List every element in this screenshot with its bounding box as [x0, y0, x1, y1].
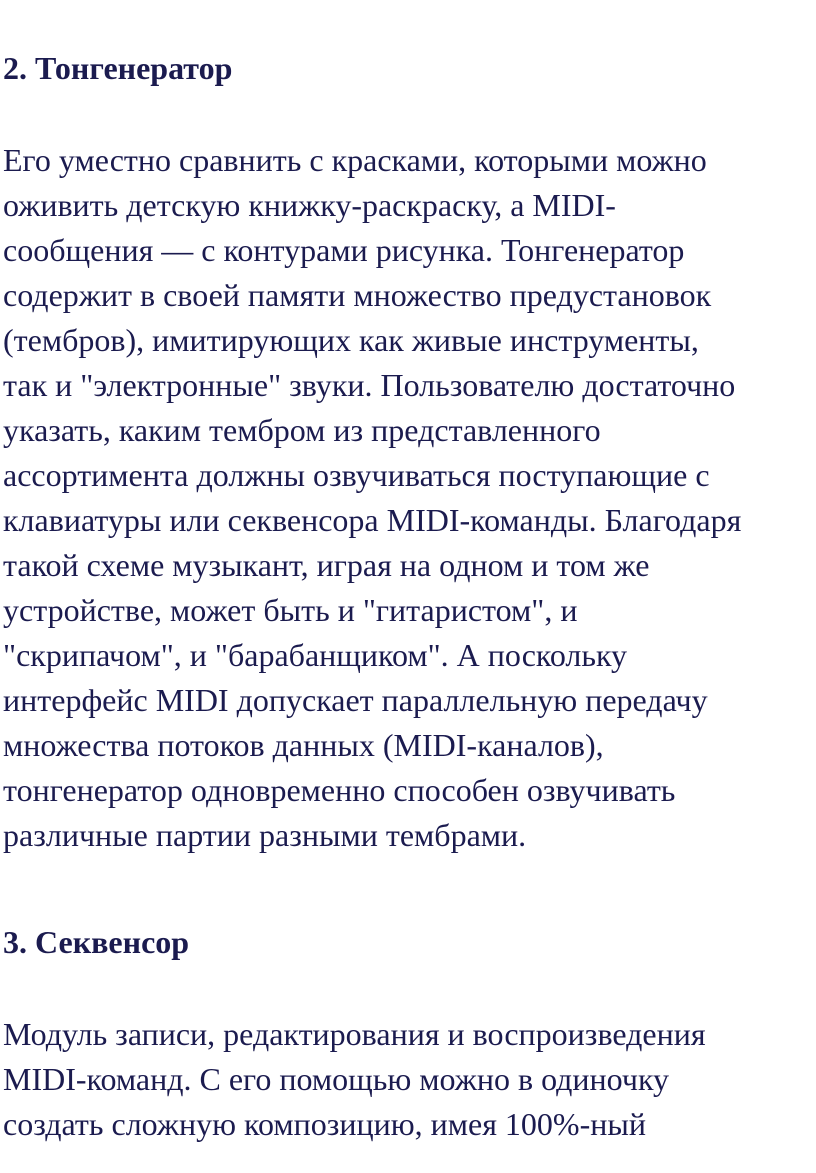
paragraph-line: различные партии разными тембрами.	[3, 817, 527, 853]
paragraph-line: сообщения — с контурами рисунка. Тонгенератор	[3, 232, 685, 268]
paragraph-line: тонгенератор одновременно способен озвучивать	[3, 772, 676, 808]
paragraph-line: "скрипачом", и "барабанщиком". А поскольку	[3, 637, 628, 673]
paragraph-line: Модуль записи, редактирования и воспроизведения	[3, 1016, 706, 1052]
paragraph-line: устройстве, может быть и "гитаристом", и	[3, 592, 578, 628]
paragraph-line: интерфейс MIDI допускает параллельную передачу	[3, 682, 708, 718]
paragraph-line: такой схеме музыкант, играя на одном и том же	[3, 547, 650, 583]
paragraph-line: (тембров), имитирующих как живые инструменты,	[3, 322, 699, 358]
section-heading-sequencer: 3. Секвенсор	[3, 924, 190, 960]
paragraph-line: Его уместно сравнить с красками, которыми можно	[3, 142, 707, 178]
paragraph-line: содержит в своей памяти множество предустановок	[3, 277, 712, 313]
paragraph-line: оживить детскую книжку-раскраску, а MIDI-	[3, 187, 616, 223]
paragraph-line: множества потоков данных (MIDI-каналов),	[3, 727, 604, 763]
paragraph-line: создать сложную композицию, имея 100%-ный	[3, 1106, 646, 1142]
paragraph-line: клавиатуры или секвенсора MIDI-команды. Благодаря	[3, 502, 742, 538]
paragraph-line: ассортимента должны озвучиваться поступающие с	[3, 457, 710, 493]
section-heading-tone-generator: 2. Тонгенератор	[3, 50, 233, 86]
paragraph-line: указать, каким тембром из представленного	[3, 412, 601, 448]
paragraph-line: так и "электронные" звуки. Пользователю достаточно	[3, 367, 736, 403]
paragraph-line: MIDI-команд. С его помощью можно в одиночку	[3, 1061, 670, 1097]
